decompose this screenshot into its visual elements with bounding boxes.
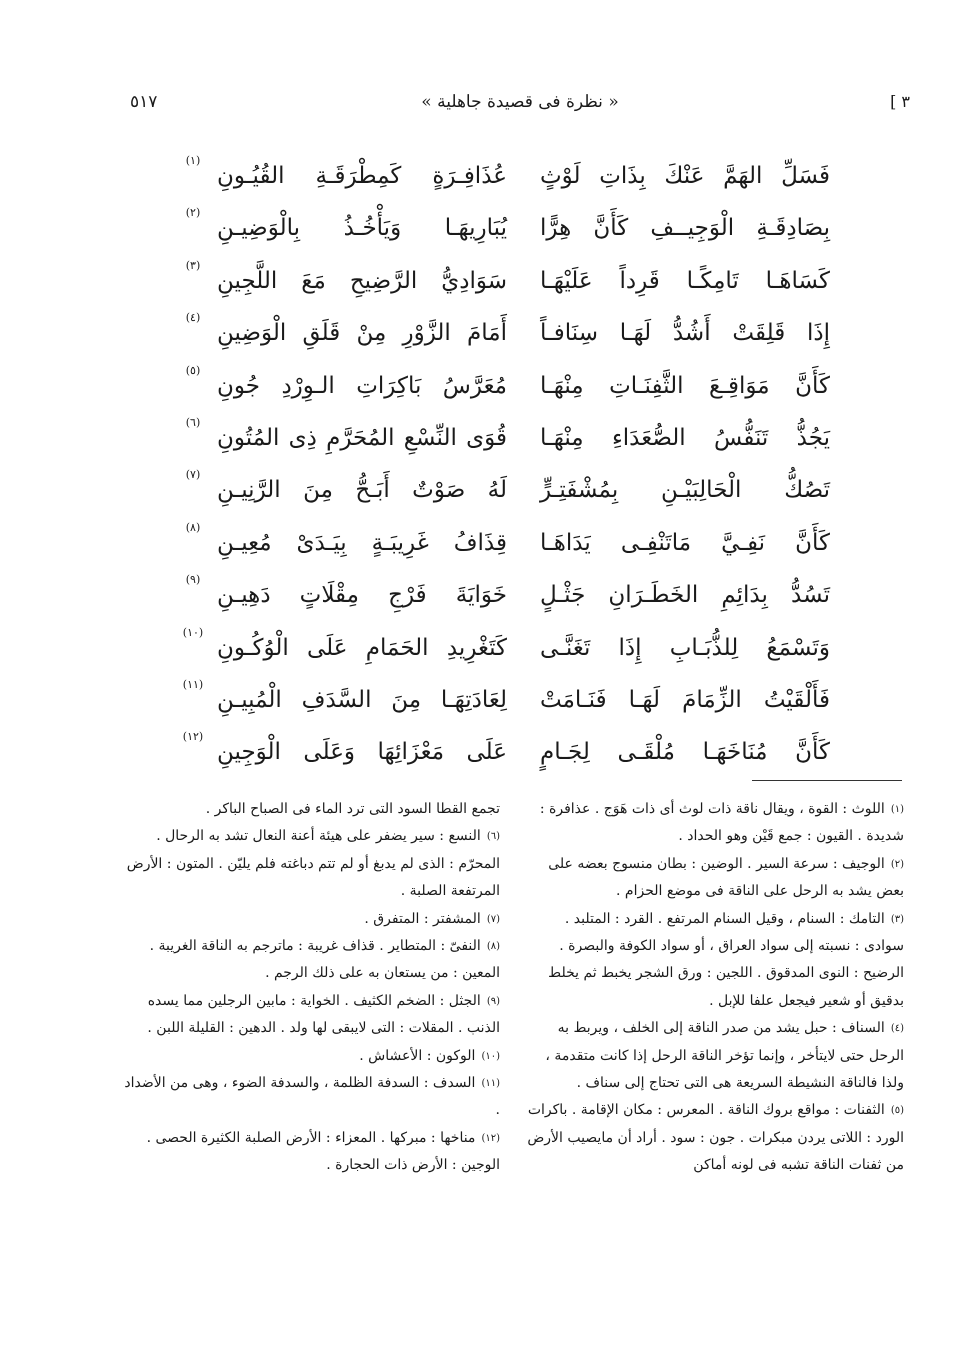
- verse: [182, 674, 830, 726]
- footnote-marker: (٥): [890, 1105, 904, 1117]
- footnote: [120, 1043, 500, 1070]
- footnote-reference: (١): [185, 154, 201, 167]
- verse-first-hemistich: كَأَنَّ مُنَاخَهَـا مُلْقَـى لِجَـامٍ: [540, 739, 830, 766]
- footnote: [524, 1015, 904, 1097]
- footnote-text: المشفتر : المتفرق .: [364, 910, 481, 927]
- footnote: [120, 933, 500, 988]
- verse: [182, 726, 830, 778]
- verse-first-hemistich: وَتَسْمَعُ لِلذُّبَـابِ إِذَا تَغَنَّـى: [540, 634, 830, 661]
- footnote-reference: (٤): [185, 311, 201, 325]
- footnote-marker: (١٢): [481, 1132, 500, 1144]
- footnote-reference: (٢): [185, 206, 201, 220]
- verse-second-hemistich: يُبَارِيهَـا وَيَأْخُـذُ بِالْوَضِيـنِ: [217, 215, 507, 242]
- footnote-text: الوكون : الأعشاش .: [359, 1047, 476, 1064]
- verse-first-hemistich: كَسَاهَـا تَامِكًـا قَرِداً عَلَيْهَـا: [540, 267, 830, 294]
- footnote-marker: (٢): [890, 858, 904, 870]
- footnote-separator: [752, 780, 902, 781]
- verse-second-hemistich: كَتَغْرِيدِ الحَمَامِ عَلَى الْوُكُـونِ: [217, 634, 507, 661]
- footnotes-right-column: [524, 796, 904, 1180]
- verse-second-hemistich: عَلَى مَعْزَائِهَا وَعَلَى الْوَجِينِ: [217, 739, 507, 766]
- running-title: « نظرة فى قصيدة جاهلية »: [421, 92, 619, 112]
- verse: [185, 255, 830, 307]
- footnote-marker: (٦): [486, 831, 500, 843]
- verse-second-hemistich: سَوَادِيُّ الرَّضِيحِ مَعَ اللَّجِينِ: [217, 267, 507, 294]
- footnote-marker: (١): [890, 804, 904, 815]
- footnote: [120, 906, 500, 933]
- verse-first-hemistich: كَأَنَّ نَفِـيَّ مَاتَنْفِـى يَدَاهَـا: [540, 529, 830, 556]
- footnotes-left-column: [120, 796, 500, 1180]
- verse: [182, 622, 830, 674]
- verse: [185, 307, 830, 359]
- verse-second-hemistich: لَهُ صَوْتٌ أَبَـحُّ مِنَ الرَّنِيـنِ: [217, 477, 507, 504]
- verse: [185, 517, 830, 569]
- footnote: [120, 1070, 500, 1125]
- footnote-reference: (١٠): [182, 625, 204, 639]
- footnote-text: النفىّ : المتطاير . قذاف غريبة : ماترجم به الناقة الغريبة . المعين : من يستعان به على ذلك الرجم .: [149, 938, 500, 982]
- verse-second-hemistich: قِذَافُ غَرِيبَـةٍ بِيَـدَىْ مُعِيـنِ: [217, 529, 507, 556]
- footnote-marker: (٣): [890, 913, 904, 925]
- footnote: [120, 1125, 500, 1180]
- footnote-text: الجثل : الضخم الكثيف . الخواية : مابين الرجلين مما يسده الذنب . المقلات : التى لايبقى لها ولد . الدهين : القليلة اللبن .: [147, 992, 500, 1037]
- verse-first-hemistich: تَصُكُّ الْحَالِبَيْـنِ بِمُشْفَتِـرٍّ: [540, 477, 830, 504]
- footnote-reference: (١١): [182, 677, 204, 691]
- verse-second-hemistich: مُعَرَّسُ بَاكِرَاتِ الـوِرْدِ جُونِ: [217, 372, 507, 399]
- verse-first-hemistich: تَسُدُّ بِدَائِمِ الخَطَـرَانِ جَثْـلٍ: [540, 582, 830, 609]
- verse-second-hemistich: قُوَى النِّسْعِ المُحَرَّمِ ذِى المُتُونِ: [217, 424, 507, 451]
- footnote: [524, 1097, 904, 1179]
- verse-first-hemistich: يَجُذُّ تَنَفُّسُ الصُّعَدَاءِ مِنْهَـا: [540, 424, 830, 451]
- running-header: [130, 92, 910, 122]
- footnote-reference: (١٢): [182, 730, 204, 744]
- footnote-text: الوجيف : سرعة السير . الوضين : بطان منسوج بعضه على بعض يشد به الرحل على الناقة فى موضع الحزام .: [548, 855, 904, 900]
- footnote-reference: (٥): [185, 363, 201, 377]
- footnote: [120, 796, 500, 823]
- chapter-number: ٣ ]: [890, 92, 910, 111]
- footnote: [524, 796, 904, 851]
- footnote-reference: (٦): [185, 415, 201, 429]
- footnote: [524, 906, 904, 1016]
- footnote-marker: (٧): [486, 913, 500, 925]
- footnote-text: النسع : سير يضفر على هيئة أعنة النعال تشد به الرحال . المحرّم : الذى لم يدبغ أو لم تتم دباغته فلم يليّن . المتون : الأرض المرتفعة الصلبة .: [126, 828, 500, 900]
- footnote-text: اللوث : القوة ، ويقال ناقة ذات لوث أى ذات هَوَج . عذافرة : شديدة . القيون : جمع قَيْن وهو الحداد .: [539, 801, 904, 845]
- footnote-text: مناخها : مبركها . المعزاء : الأرض الصلبة الكثيرة الحصى . الوجين : الأرض ذات الحجارة .: [146, 1129, 500, 1174]
- footnote: [120, 988, 500, 1043]
- footnote: [120, 823, 500, 905]
- footnote-marker: (١١): [481, 1078, 500, 1090]
- footnote-reference: (٧): [185, 468, 201, 482]
- footnote-text: تجمع القطا السود التى ترد الماء فى الصباح الباكر .: [205, 801, 500, 817]
- footnote-text: التامك : السنام ، وقيل السنام المرتفع . القرد : المتلبد . سوادى : نسبته إلى سواد العراق ، أو سواد الكوفة والبصرة . الرضيح : النوى المدقوق . اللجين : ورق الشجر يخبط ثم يخلط بدقيق أو شعير فيجعل علفا للإبل .: [548, 910, 904, 1009]
- verse: [185, 569, 830, 621]
- footnote-reference: (٨): [185, 520, 201, 534]
- verse-first-hemistich: فَسَلِّ الهَمَّ عَنْكَ بِذَاتِ لَوْثٍ: [540, 163, 830, 189]
- footnote-marker: (٤): [890, 1023, 904, 1035]
- verse-second-hemistich: خَوَايَةَ فَرْجِ مِقْلَاتٍ دَهِيـنِ: [217, 582, 507, 609]
- verse: [185, 150, 830, 202]
- footnote-text: الثفنات : مواقع بروك الناقة . المعرس : مكان الإقامة . باكرات الورد : اللاتى يردن مبكرات . جون : سود . أراد أن مايصيب الأرض من ثفنات الناقة تشبه فى لونه أماكن: [527, 1102, 904, 1174]
- footnote-marker: (١٠): [481, 1050, 500, 1062]
- footnote: [524, 851, 904, 906]
- verse-second-hemistich: لِعَادَتِهَـا مِنَ السَّدَفِ الْمُبِيـنِ: [217, 686, 507, 713]
- footnote-marker: (٩): [486, 995, 500, 1007]
- verse-first-hemistich: فَأَلْقَيْتُ الزِّمَامَ لَهَـا فَنَـامَتْ: [540, 686, 830, 713]
- verse: [185, 202, 830, 254]
- footnote-reference: (٩): [185, 573, 201, 587]
- poem: [182, 150, 830, 779]
- verse-first-hemistich: بِصَادِقَـةِ الْوَجِيــفِ كَأَنَّ هِرًّا: [540, 215, 830, 242]
- page-number: ٥١٧: [130, 92, 158, 112]
- verse: [185, 412, 830, 464]
- verse-first-hemistich: كَأَنَّ مَوَاقِـعَ الثَّفِنَـاتِ مِنْهَـا: [540, 372, 830, 399]
- verse: [185, 360, 830, 412]
- footnote-text: السناف : حبل يشد من صدر الناقة إلى الخلف ، ويربط به الرحل حتى لايتأخر ، وإنما تؤخر الناقة الرحل إذا كانت متقدمة ، ولذا فالناقة النشيطة السريعة هى التى تحتاج إلى سناف .: [545, 1020, 904, 1092]
- footnote-marker: (٨): [486, 941, 500, 953]
- footnote-reference: (٣): [185, 258, 201, 272]
- verse: [185, 464, 830, 516]
- verse-first-hemistich: إِذَا قَلِقَتْ أَشُدُّ لَهَـا سِنَافـاً: [540, 320, 830, 347]
- verse-second-hemistich: عُذَافِـرَةٍ كَمِطْرَقَـةِ القُيُـونِ: [217, 163, 507, 189]
- verse-second-hemistich: أَمَامَ الزَّوْرِ مِنْ قَلَقِ الْوَضِينِ: [217, 320, 507, 347]
- footnote-text: السدف : السدفة الظلمة ، والسدفة الضوء ، وهى من الأضداد .: [124, 1075, 500, 1119]
